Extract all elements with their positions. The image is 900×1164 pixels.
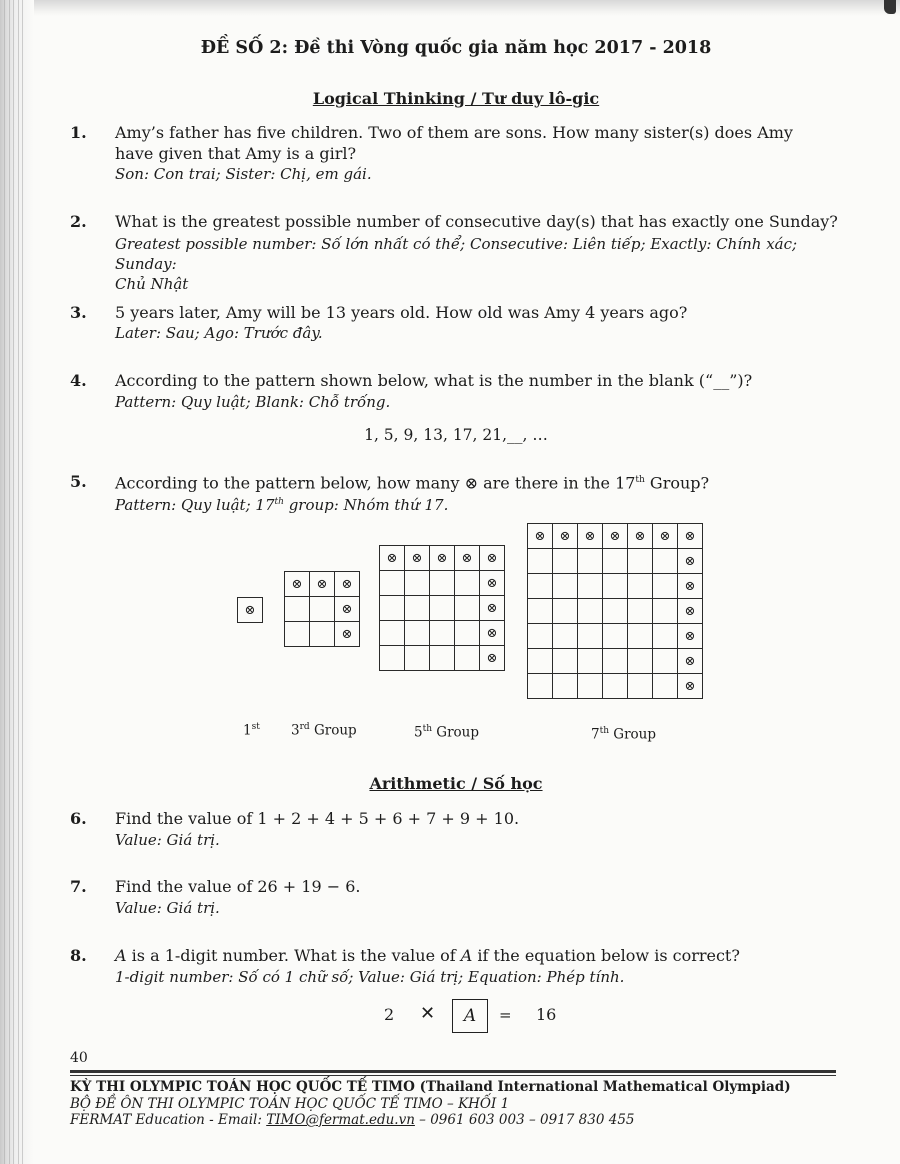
grid-row bbox=[380, 596, 505, 621]
question-number: 4. bbox=[70, 371, 87, 390]
grid-cell-marked: ⊗ bbox=[455, 546, 480, 571]
question-text: Find the value of 1 + 2 + 4 + 5 + 6 + 7 + 9 + 10. bbox=[115, 809, 520, 828]
grid-cell bbox=[628, 574, 653, 599]
grid-cell-marked: ⊗ bbox=[238, 598, 263, 623]
grid-cell bbox=[628, 549, 653, 574]
question-number: 3. bbox=[70, 303, 87, 322]
grid-cell bbox=[553, 574, 578, 599]
grid-cell bbox=[455, 596, 480, 621]
grid-cell bbox=[455, 646, 480, 671]
grid-cell bbox=[603, 549, 628, 574]
grid-cell bbox=[430, 646, 455, 671]
grid-cell bbox=[405, 571, 430, 596]
question-text: Find the value of 26 + 19 − 6. bbox=[115, 877, 361, 896]
grid-cell-marked: ⊗ bbox=[678, 549, 703, 574]
grid-cell bbox=[553, 549, 578, 574]
question-note: Pattern: Quy luật; Blank: Chỗ trống. bbox=[115, 393, 391, 411]
footer-contact: FERMAT Education - Email: TIMO@fermat.edu.vn – 0961 603 003 – 0917 830 455 bbox=[70, 1112, 635, 1128]
grid-cell-marked: ⊗ bbox=[480, 546, 505, 571]
grid-row bbox=[285, 572, 360, 597]
group-1-label: 1st bbox=[243, 722, 260, 739]
grid-row bbox=[285, 597, 360, 622]
grid-cell-marked: ⊗ bbox=[480, 621, 505, 646]
grid-cell bbox=[578, 549, 603, 574]
question-text-line: have given that Amy is a girl? bbox=[115, 144, 357, 163]
grid-cell-marked: ⊗ bbox=[285, 572, 310, 597]
grid-row bbox=[528, 624, 703, 649]
group-1-grid bbox=[237, 597, 263, 623]
question-text-line: Amy’s father has five children. Two of them are sons. How many sister(s) does Amy bbox=[115, 123, 793, 142]
grid-row bbox=[238, 598, 263, 623]
grid-cell bbox=[653, 549, 678, 574]
grid-cell-marked: ⊗ bbox=[678, 574, 703, 599]
grid-cell bbox=[603, 674, 628, 699]
grid-cell bbox=[628, 624, 653, 649]
question-note bbox=[115, 234, 855, 294]
question-text: According to the pattern below, how many ⊗ are there in the 17th Group? bbox=[115, 473, 710, 493]
question-note-line: Greatest possible number: Số lớn nhất có thể; Consecutive: Liên tiếp; Exactly: Chính xác; Sunday: bbox=[115, 235, 798, 273]
question-text: 5 years later, Amy will be 13 years old. How old was Amy 4 years ago? bbox=[115, 303, 688, 322]
footer-email: TIMO@fermat.edu.vn bbox=[266, 1112, 415, 1128]
grid-cell bbox=[578, 649, 603, 674]
question-note: 1-digit number: Số có 1 chữ số; Value: Giá trị; Equation: Phép tính. bbox=[115, 968, 625, 986]
grid-cell bbox=[653, 649, 678, 674]
grid-cell bbox=[578, 624, 603, 649]
grid-cell-marked: ⊗ bbox=[335, 622, 360, 647]
question-number: 7. bbox=[70, 877, 87, 896]
page-title: ĐỀ SỐ 2: Đề thi Vòng quốc gia năm học 2017 - 2018 bbox=[200, 38, 712, 58]
grid-cell bbox=[628, 674, 653, 699]
grid-cell bbox=[430, 596, 455, 621]
grid-cell-marked: ⊗ bbox=[678, 649, 703, 674]
grid-cell-marked: ⊗ bbox=[528, 524, 553, 549]
scan-edge-left bbox=[0, 0, 34, 1164]
grid-cell bbox=[603, 649, 628, 674]
question-number: 5. bbox=[70, 472, 87, 491]
question-text: According to the pattern shown below, what is the number in the blank (“__”)? bbox=[115, 371, 753, 390]
grid-row bbox=[528, 599, 703, 624]
equation-left: 2 bbox=[384, 1005, 395, 1024]
number-sequence: 1, 5, 9, 13, 17, 21,__, … bbox=[364, 426, 548, 444]
grid-cell bbox=[430, 571, 455, 596]
grid-cell bbox=[628, 649, 653, 674]
grid-cell bbox=[405, 596, 430, 621]
grid-cell bbox=[553, 674, 578, 699]
grid-cell-marked: ⊗ bbox=[335, 597, 360, 622]
group-7-grid bbox=[527, 523, 703, 699]
grid-cell-marked: ⊗ bbox=[335, 572, 360, 597]
grid-row bbox=[380, 621, 505, 646]
grid-cell-marked: ⊗ bbox=[553, 524, 578, 549]
grid-cell bbox=[528, 649, 553, 674]
equation-right: 16 bbox=[536, 1005, 557, 1024]
footer-title: KỲ THI OLYMPIC TOÁN HỌC QUỐC TẾ TIMO (Thailand International Mathematical Olympiad) bbox=[70, 1079, 791, 1095]
grid-cell bbox=[528, 574, 553, 599]
section-heading-arithmetic: Arithmetic / Số học bbox=[369, 774, 543, 793]
grid-cell bbox=[405, 621, 430, 646]
grid-cell-marked: ⊗ bbox=[310, 572, 335, 597]
question-number: 1. bbox=[70, 123, 87, 142]
grid-cell-marked: ⊗ bbox=[405, 546, 430, 571]
grid-cell bbox=[553, 649, 578, 674]
grid-cell bbox=[603, 599, 628, 624]
footer-rule bbox=[70, 1075, 836, 1076]
footer-rule bbox=[70, 1070, 836, 1073]
grid-row bbox=[528, 524, 703, 549]
grid-row bbox=[528, 674, 703, 699]
grid-cell bbox=[285, 622, 310, 647]
grid-cell bbox=[528, 674, 553, 699]
grid-cell-marked: ⊗ bbox=[628, 524, 653, 549]
grid-cell-marked: ⊗ bbox=[480, 596, 505, 621]
grid-cell bbox=[553, 624, 578, 649]
grid-cell bbox=[603, 624, 628, 649]
question-text bbox=[115, 122, 855, 164]
grid-cell bbox=[528, 549, 553, 574]
grid-cell bbox=[653, 624, 678, 649]
question-note: Son: Con trai; Sister: Chị, em gái. bbox=[115, 165, 372, 183]
grid-cell-marked: ⊗ bbox=[480, 646, 505, 671]
group-5-label: 5th Group bbox=[414, 724, 480, 741]
question-note: Value: Giá trị. bbox=[115, 831, 220, 849]
grid-cell bbox=[430, 621, 455, 646]
grid-cell-marked: ⊗ bbox=[603, 524, 628, 549]
grid-row bbox=[528, 574, 703, 599]
grid-row bbox=[380, 546, 505, 571]
group-3-grid bbox=[284, 571, 360, 647]
grid-cell-marked: ⊗ bbox=[430, 546, 455, 571]
grid-cell bbox=[628, 599, 653, 624]
grid-cell bbox=[380, 596, 405, 621]
grid-cell bbox=[380, 646, 405, 671]
grid-cell-marked: ⊗ bbox=[678, 624, 703, 649]
grid-cell-marked: ⊗ bbox=[380, 546, 405, 571]
grid-cell bbox=[653, 674, 678, 699]
grid-cell bbox=[405, 646, 430, 671]
grid-cell-marked: ⊗ bbox=[678, 524, 703, 549]
grid-cell bbox=[528, 599, 553, 624]
group-7-label: 7th Group bbox=[591, 726, 657, 743]
scan-edge-top bbox=[0, 0, 900, 16]
question-number: 2. bbox=[70, 212, 87, 231]
grid-row bbox=[285, 622, 360, 647]
question-number: 8. bbox=[70, 946, 87, 965]
question-note: Value: Giá trị. bbox=[115, 899, 220, 917]
scan-corner-mark bbox=[884, 0, 896, 14]
page-number: 40 bbox=[70, 1050, 88, 1066]
grid-cell bbox=[553, 599, 578, 624]
answer-box: A bbox=[452, 999, 488, 1033]
question-note: Pattern: Quy luật; 17th group: Nhóm thứ 17. bbox=[115, 496, 449, 514]
grid-cell bbox=[455, 621, 480, 646]
grid-cell bbox=[380, 621, 405, 646]
group-3-label: 3rd Group bbox=[291, 722, 357, 739]
grid-cell bbox=[455, 571, 480, 596]
question-note: Later: Sau; Ago: Trước đây. bbox=[115, 324, 323, 342]
grid-cell bbox=[310, 622, 335, 647]
footer-subtitle: BỘ ĐỀ ÔN THI OLYMPIC TOÁN HỌC QUỐC TẾ TIMO – KHỐI 1 bbox=[70, 1096, 510, 1112]
equals-symbol: = bbox=[499, 1006, 512, 1024]
grid-cell bbox=[528, 624, 553, 649]
question-number: 6. bbox=[70, 809, 87, 828]
section-heading-logical: Logical Thinking / Tư duy lô-gic bbox=[312, 89, 600, 108]
grid-cell-marked: ⊗ bbox=[678, 674, 703, 699]
grid-cell bbox=[578, 599, 603, 624]
grid-cell-marked: ⊗ bbox=[578, 524, 603, 549]
grid-row bbox=[528, 549, 703, 574]
question-note-line: Chủ Nhật bbox=[115, 275, 189, 293]
grid-cell-marked: ⊗ bbox=[653, 524, 678, 549]
grid-cell bbox=[380, 571, 405, 596]
grid-cell bbox=[653, 574, 678, 599]
grid-row bbox=[528, 649, 703, 674]
grid-row bbox=[380, 571, 505, 596]
question-text: A is a 1-digit number. What is the value of A if the equation below is correct? bbox=[115, 946, 740, 965]
group-5-grid bbox=[379, 545, 505, 671]
grid-cell-marked: ⊗ bbox=[678, 599, 703, 624]
grid-cell bbox=[310, 597, 335, 622]
grid-cell bbox=[285, 597, 310, 622]
grid-cell-marked: ⊗ bbox=[480, 571, 505, 596]
grid-cell bbox=[578, 674, 603, 699]
multiply-symbol: ✕ bbox=[420, 1003, 436, 1024]
grid-cell bbox=[603, 574, 628, 599]
grid-row bbox=[380, 646, 505, 671]
grid-cell bbox=[578, 574, 603, 599]
question-text: What is the greatest possible number of consecutive day(s) that has exactly one Sunday? bbox=[115, 212, 838, 231]
grid-cell bbox=[653, 599, 678, 624]
